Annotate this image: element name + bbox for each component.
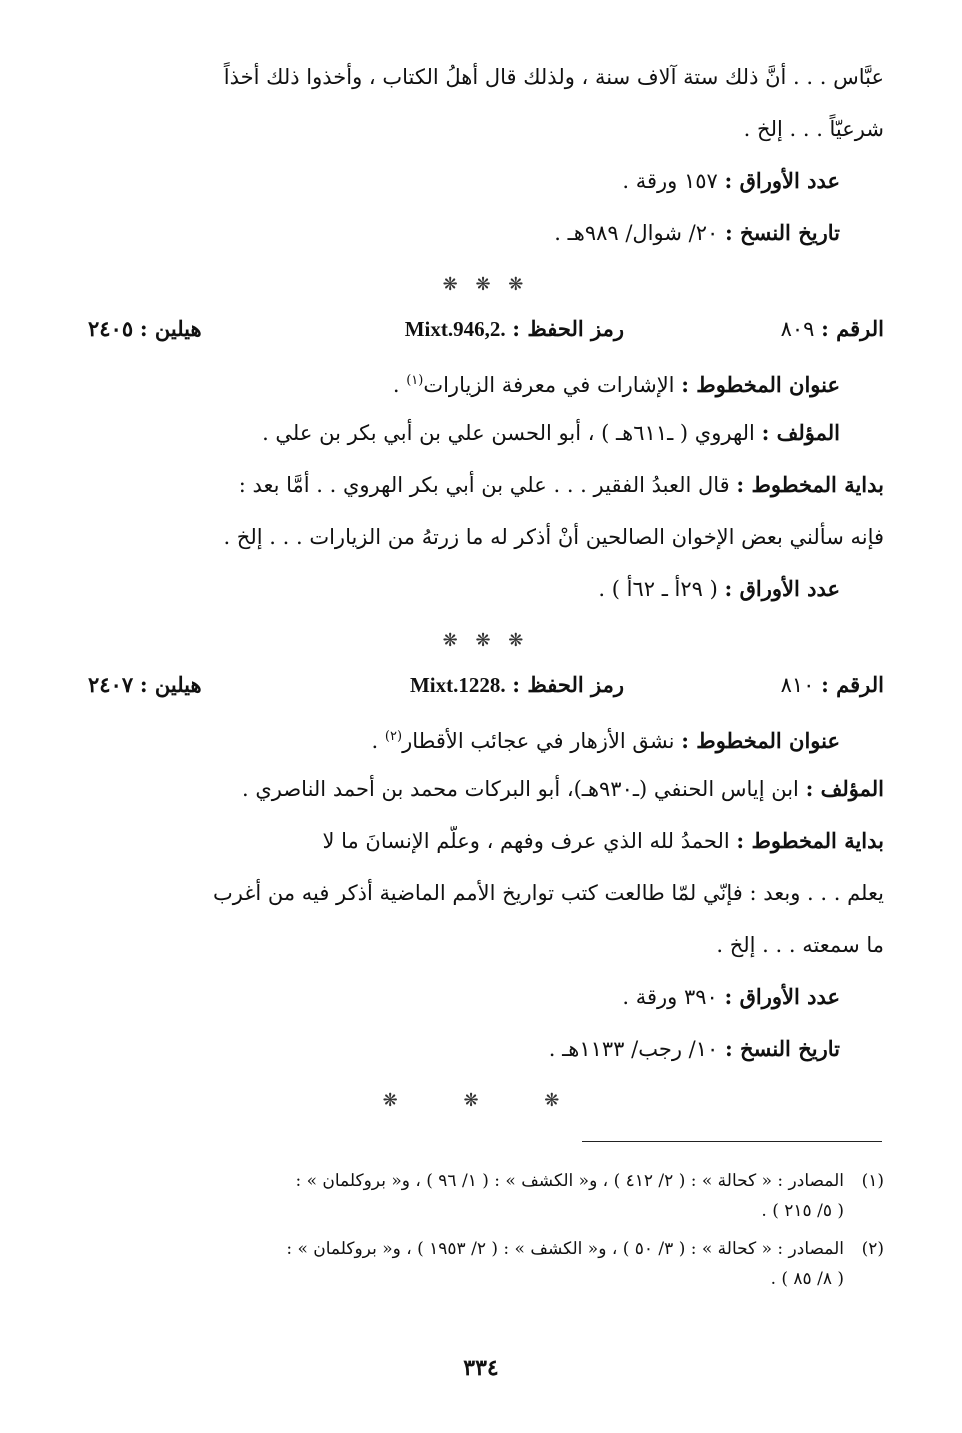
footnote-ref: (٢) [384,729,403,744]
helen-number: هيلين : ٢٤٠٥ [88,316,202,341]
text-line: فإنه سألني بعض الإخوان الصالحين أنْ أذكر له ما زرتهُ من الزيارات . . . إلخ . [223,525,884,549]
shelf-code: رمز الحفظ : Mixt.946,2. [404,316,624,341]
footnote [88,1166,884,1226]
manuscript-title-line: عنوان المخطوط : الإشارات في معرفة الزيارات$^{(١)}$ . [392,372,840,397]
pages-count-line: عدد الأوراق : ( ٢٩أ ـ ٦٢أ ) . [598,576,840,601]
footnotes [88,1166,884,1302]
text-line: عبَّاس . . . أنَّ ذلك ستة آلاف سنة ، ولذلك قال أهلُ الكتاب ، وأخذوا ذلك أخذاً [223,65,884,89]
footnote-divider [582,1141,882,1142]
footnote-number: (١) [861,1171,884,1191]
pages-count-line: عدد الأوراق : ١٥٧ ورقة . [622,168,840,193]
footnote [88,1234,884,1294]
author-line: المؤلف : ابن إياس الحنفي (ـ٩٣٠هـ)، أبو البركات محمد بن أحمد الناصري . [241,776,884,801]
footnote-text: المصادر : « كحالة » : ( ٢/ ٤١٢ ) ، و« الكشف » : ( ١/ ٩٦ ) ، و« بروكلمان » : [295,1171,844,1191]
copy-date-line: تاريخ النسخ : ٢٠/ شوال/ ٩٨٩هـ . [554,220,840,245]
record-header-810 [88,670,884,722]
incipit-line: بداية المخطوط : قال العبدُ الفقير . . . علي بن أبي بكر الهروي . . أمَّا بعد : [238,472,884,497]
section-separator: ❋ ❋ ❋ [442,274,530,295]
footnote-number: (٢) [861,1239,884,1259]
record-header-809 [88,314,884,366]
manuscript-title-line: عنوان المخطوط : نشق الأزهار في عجائب الأقطار$^{(٢)}$ . [371,728,840,753]
record-number: الرقم : ٨٠٩ [780,316,884,341]
record-number: الرقم : ٨١٠ [780,672,884,697]
page-body [88,62,884,1130]
section-separator: ❋ ❋ ❋ [382,1090,590,1111]
footnote-text: المصادر : « كحالة » : ( ٣/ ٥٠ ) ، و« الكشف » : ( ٢/ ١٩٥٣ ) ، و« بروكلمان » : [286,1239,844,1259]
copy-date-line: تاريخ النسخ : ١٠/ رجب/ ١١٣٣هـ . [548,1036,840,1061]
text-line: يعلم . . . وبعد : فإنّي لمّا طالعت كتب تواريخ الأمم الماضية أذكر فيه من أغرب [212,881,884,905]
footnote-text: ( ٨/ ٨٥ ) . [770,1269,844,1289]
incipit-line: بداية المخطوط : الحمدُ لله الذي عرف وفهم ، وعلَّم الإنسانَ ما لا [322,828,884,853]
page-number: ٣٣٤ [463,1355,499,1381]
helen-number: هيلين : ٢٤٠٧ [88,672,202,697]
footnote-ref: (١) [406,373,424,388]
pages-count-line: عدد الأوراق : ٣٩٠ ورقة . [622,984,840,1009]
shelf-code: رمز الحفظ : Mixt.1228. [409,672,624,697]
text-line: ما سمعته . . . إلخ . [716,933,884,957]
footnote-text: ( ٥/ ٢١٥ ) . [761,1201,844,1221]
text-line: شرعيّاً . . . إلخ . [743,117,884,141]
author-line: المؤلف : الهروي ( ـ٦١١هـ ) ، أبو الحسن علي بن أبي بكر بن علي . [262,420,840,445]
section-separator: ❋ ❋ ❋ [442,630,530,651]
